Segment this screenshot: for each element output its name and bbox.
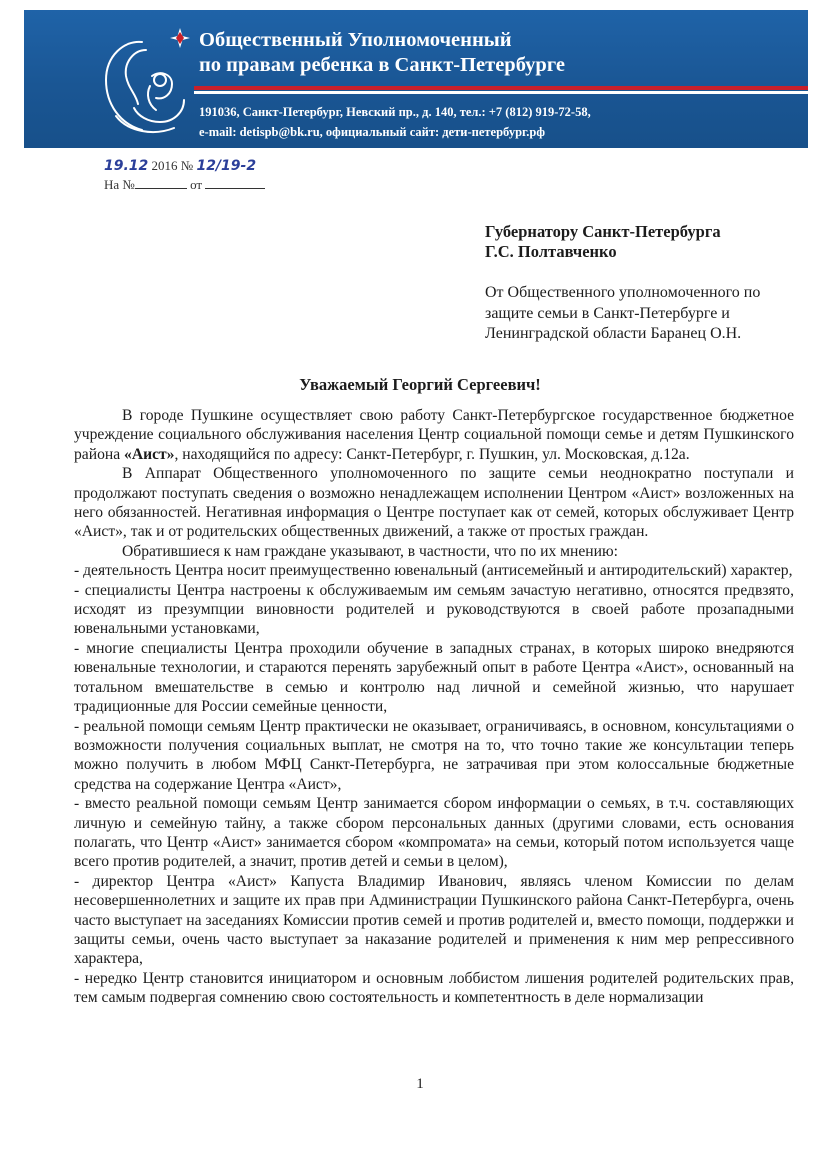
- page-number: 1: [416, 1076, 424, 1092]
- reference-date-label: от: [190, 177, 203, 192]
- registration-number: 12/19-2: [196, 158, 257, 174]
- complaint-list-item: - нередко Центр становится инициатором и основным лоббистом лишения родителей родительских прав, тем самым подвергая сомнению свою состоятельность и компетентность в деле нормализации: [74, 969, 794, 1007]
- salutation: Уважаемый Георгий Сергеевич!: [299, 375, 541, 394]
- organization-name-line1: Общественный Уполномоченный: [199, 29, 512, 51]
- mother-and-child-emblem-icon: [94, 20, 204, 138]
- sender-line1: От Общественного уполномоченного по: [485, 284, 761, 301]
- banner-white-stripe: [194, 91, 808, 94]
- complaint-list-item: - директор Центра «Аист» Капуста Владимир Иванович, являясь членом Комиссии по делам несовершеннолетних и защите их прав при Администрации Пушкинского района Санкт-Петербурга, очень часто выступает на заседаниях Комиссии против семей и против родителей и, вместо помощи, поддержки и защиты семьи, очень часто выступает за наказание родителей и применения к ним мер репрессивного характера,: [74, 872, 794, 968]
- addressee-line2: Г.С. Полтавченко: [485, 241, 617, 261]
- letter-body: [74, 406, 794, 1008]
- banner-red-stripe: [194, 86, 808, 90]
- body-paragraph-2: В Аппарат Общественного уполномоченного по защите семьи неоднократно поступали и продолжают поступать сведения о возможно ненадлежащем исполнении Центром «Аист» возложенных на него обязанностей. Негативная информация о Центре поступает как от семей, которых обслуживает Центр «Аист», так и от родительских общественных движений, а также от простых граждан.: [74, 465, 794, 541]
- body-paragraph-3: Обратившиеся к нам граждане указывают, в частности, что по их мнению:: [122, 542, 618, 560]
- body-paragraph-1: [74, 406, 794, 464]
- outgoing-registration-line: [104, 158, 256, 174]
- body-paragraph-1-end: , находящийся по адресу: Санкт-Петербург, г. Пушкин, ул. Московская, д.12а.: [174, 445, 690, 463]
- complaint-list-item: - многие специалисты Центра проходили обучение в западных странах, в которых широко внедряются ювенальные технологии, и стараются перенять зарубежный опыт в работе Центра «Аист», основанный на тотальном вмешательстве в семью и контролю над личной и семейной жизнью, что нарушает традиционные для России семейные ценности,: [74, 639, 794, 716]
- addressee-line1: Губернатору Санкт-Петербурга: [485, 222, 721, 241]
- organization-contacts: [199, 102, 591, 142]
- reference-date-blank: [205, 176, 265, 189]
- sender-block: [485, 283, 760, 345]
- complaint-list-item: - деятельность Центра носит преимущественно ювенальный (антисемейный и антиродительский) характер,: [74, 562, 793, 580]
- contact-address-line: 191036, Санкт-Петербург, Невский пр., д. 140, тел.: +7 (812) 919-72-58,: [199, 105, 591, 119]
- sender-line3: Ленинградской области Баранец О.Н.: [485, 325, 742, 342]
- center-name-bold: «Аист»: [124, 445, 175, 463]
- reference-number-label: На №: [104, 177, 135, 192]
- contact-email-line: e-mail: detispb@bk.ru, официальный сайт: дети-петербург.рф: [199, 125, 546, 139]
- organization-name-line2: по правам ребенка в Санкт-Петербурге: [199, 54, 565, 76]
- complaint-list-item: - вместо реальной помощи семьям Центр занимается сбором информации о семьях, в т.ч. составляющих личную и семейную тайну, а также сбором персональных данных (другими словами, есть основания полагать, что Центр «Аист» занимается сбором «компромата» на семьи, который потом используется чаще всего против родителей, а значит, против детей и семьи в целом),: [74, 795, 794, 871]
- registration-number-sign: №: [180, 158, 194, 173]
- organization-name: [199, 28, 565, 78]
- complaint-list-item: - специалисты Центра настроены к обслуживаемым им семьям зачастую негативно, относятся предвзято, исходят из презумпции виновности родителей и руководствуются в своей работе прозападными ювенальными установками,: [74, 581, 794, 638]
- addressee-block: [485, 222, 721, 261]
- letterhead-banner: [24, 10, 808, 148]
- registration-date: 19.12: [104, 158, 149, 174]
- complaint-list-item: - реальной помощи семьям Центр практически не оказывает, ограничиваясь, в основном, консультациями о возможности получения социальных выплат, не смотря на то, что точно такие же консультации теперь можно получить в любом МФЦ Санкт-Петербурга, не затрачивая при этом колоссальные бюджетные средства на содержание Центра «Аист»,: [74, 717, 794, 793]
- registration-year: 2016: [151, 158, 178, 173]
- sender-line2: защите семьи в Санкт-Петербурге и: [485, 304, 730, 322]
- reference-number-blank: [135, 176, 187, 189]
- incoming-reference-line: [104, 176, 265, 193]
- body-paragraph-1-start: В городе Пушкине осуществляет свою работу Санкт-Петербургское государственное бюджетное учреждение социального обслуживания населения Центр социальной помощи семье и детям Пушкинского района: [74, 407, 794, 463]
